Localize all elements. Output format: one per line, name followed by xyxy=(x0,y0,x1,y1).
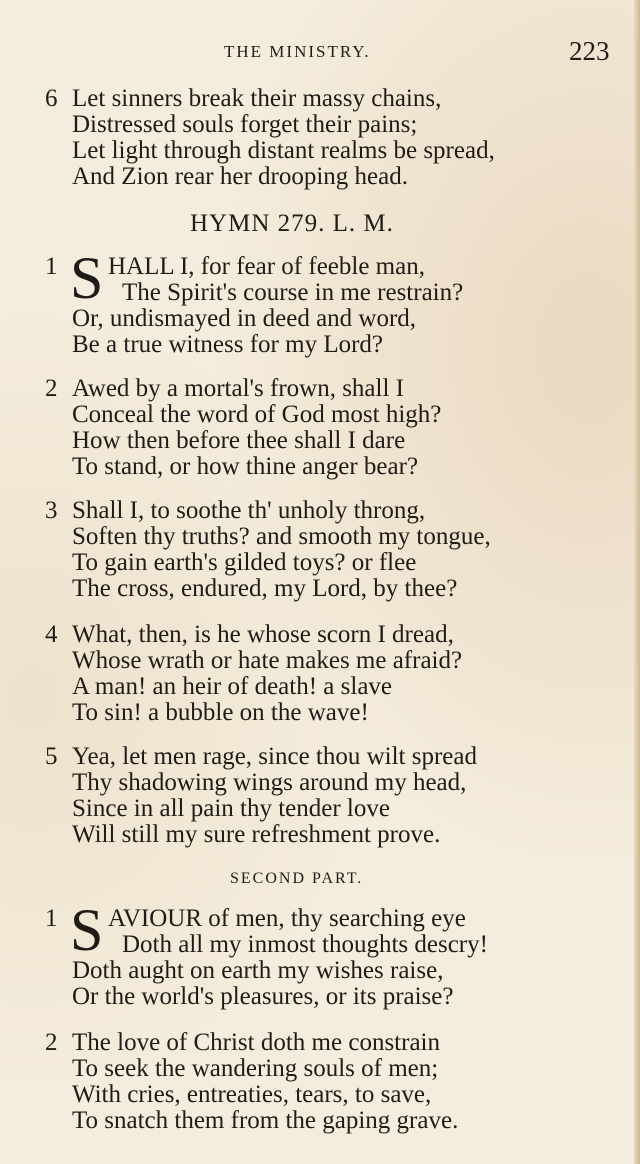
verse-line: Since in all pain thy tender love xyxy=(72,795,390,822)
running-head: THE MINISTRY. xyxy=(224,42,371,61)
hymn-title: HYMN 279. L. M. xyxy=(190,210,394,237)
verse-line: What, then, is he whose scorn I dread, xyxy=(72,621,454,648)
verse-line: Whose wrath or hate makes me afraid? xyxy=(72,647,463,674)
verse-line: To seek the wandering souls of men; xyxy=(72,1055,439,1082)
verse-line: AVIOUR of men, thy searching eye xyxy=(108,905,466,932)
verse-line: To snatch them from the gaping grave. xyxy=(72,1107,459,1134)
verse-number: 2 xyxy=(45,1029,58,1056)
verse-line: Or the world's pleasures, or its praise? xyxy=(72,983,454,1010)
verse-line: Or, undismayed in deed and word, xyxy=(72,305,417,332)
verse-number: 4 xyxy=(45,621,58,648)
verse-line: To stand, or how thine anger bear? xyxy=(72,453,419,480)
drop-cap: S xyxy=(70,897,104,963)
verse-line: Will still my sure refreshment prove. xyxy=(72,821,441,848)
verse-number: 3 xyxy=(45,497,58,524)
verse-line: To sin! a bubble on the wave! xyxy=(72,699,369,726)
verse-line: To gain earth's gilded toys? or flee xyxy=(72,549,417,576)
verse-line: With cries, entreaties, tears, to save, xyxy=(72,1081,432,1108)
verse-line: Awed by a mortal's frown, shall I xyxy=(72,375,404,402)
verse-line: A man! an heir of death! a slave xyxy=(72,673,393,700)
verse-line: Doth aught on earth my wishes raise, xyxy=(72,957,444,984)
verse-number: 6 xyxy=(45,85,58,112)
verse-line: Conceal the word of God most high? xyxy=(72,401,442,428)
verse-line: Let sinners break their massy chains, xyxy=(72,85,442,112)
verse-line: Thy shadowing wings around my head, xyxy=(72,769,467,796)
verse-line: The Spirit's course in me restrain? xyxy=(122,279,464,306)
drop-cap: S xyxy=(70,245,104,311)
verse-number: 2 xyxy=(45,375,58,402)
page-number: 223 xyxy=(569,36,610,66)
section-title: SECOND PART. xyxy=(230,870,364,887)
verse-line: The love of Christ doth me constrain xyxy=(72,1029,440,1056)
verse-line: Distressed souls forget their pains; xyxy=(72,111,418,138)
verse-line: And Zion rear her drooping head. xyxy=(72,163,408,190)
verse-line: Shall I, to soothe th' unholy throng, xyxy=(72,497,426,524)
verse-line: Let light through distant realms be spread, xyxy=(72,137,495,164)
verse-number: 1 xyxy=(45,905,58,932)
verse-number: 5 xyxy=(45,743,58,770)
verse-line: Soften thy truths? and smooth my tongue, xyxy=(72,523,491,550)
verse-line: The cross, endured, my Lord, by thee? xyxy=(72,575,458,602)
verse-line: Be a true witness for my Lord? xyxy=(72,331,384,358)
verse-line: Doth all my inmost thoughts descry! xyxy=(122,931,488,958)
page-edge xyxy=(634,0,640,1164)
verse-line: HALL I, for fear of feeble man, xyxy=(108,253,425,280)
verse-line: Yea, let men rage, since thou wilt spread xyxy=(72,743,477,770)
verse-line: How then before thee shall I dare xyxy=(72,427,406,454)
verse-number: 1 xyxy=(45,253,58,280)
